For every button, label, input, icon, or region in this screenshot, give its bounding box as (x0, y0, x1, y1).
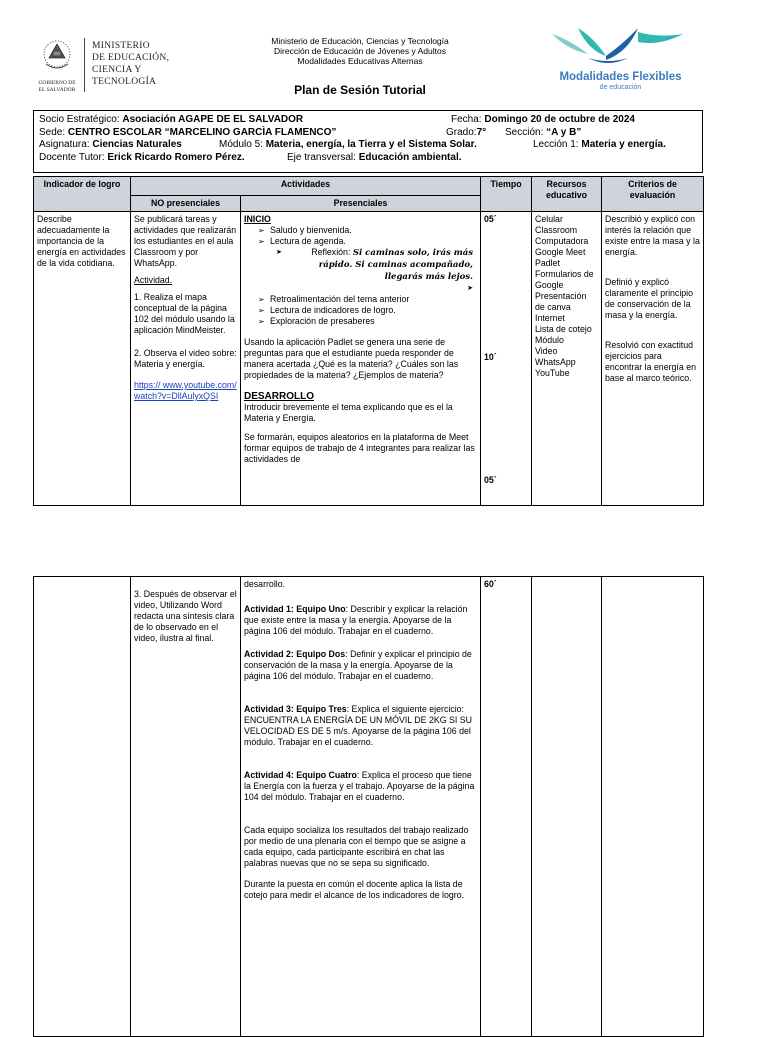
fecha-label: Fecha: (451, 114, 485, 125)
fecha-field (451, 114, 635, 127)
desarrollo-continued: desarrollo. (244, 579, 286, 589)
recurso-item: Celular (535, 214, 563, 224)
grado-value: 7° (476, 126, 487, 138)
arrow-bullet-icon: ➢ (258, 317, 265, 326)
arrow-small-icon: ➤ (467, 285, 474, 292)
modulo-label: Módulo 5: (219, 139, 266, 150)
actividad-item-2: 2. Observa el video sobre: Materia y energía. (134, 348, 237, 369)
leccion-label: Lección 1: (533, 139, 582, 150)
sede-field (39, 127, 336, 140)
socio-field (39, 114, 303, 127)
criterios-cell (602, 212, 704, 506)
seccion-field (505, 127, 581, 140)
criterio-item: Resolvió con exactitud ejercicios para encontrar la energía en base al marco teórico. (605, 340, 696, 383)
header-line: Ministerio de Educación, Ciencias y Tecnología (271, 36, 449, 46)
eje-field (287, 152, 462, 165)
plenaria-text: Cada equipo socializa los resultados del trabajo realizado por medio de una plenaria con el tiempo que se asigne a cada equipo, cada participante escribirá en chat las palabras nuevas que no se sepa su significado. (244, 825, 469, 868)
tiempo-actividades: 60´ (484, 579, 497, 589)
cotejo-text: Durante la puesta en común el docente aplica la lista de cotejo para medir el alcance de los indicadores de logro. (244, 879, 465, 900)
asignatura-value: Ciencias Naturales (92, 139, 182, 150)
leccion-value: Materia y energía. (581, 139, 666, 150)
recurso-item: Classroom (535, 225, 578, 235)
no-presenciales-cell (131, 212, 241, 506)
docente-field (39, 152, 245, 165)
header-presenciales: Presenciales (241, 196, 481, 212)
presenciales-cell (241, 212, 481, 506)
inicio-list (244, 225, 477, 247)
desarrollo-heading: DESARROLLO (244, 391, 314, 402)
tiempo-inicio: 05´ (484, 214, 497, 224)
actividad-3-label: Actividad 3: Equipo Tres (244, 704, 347, 714)
tiempo-cell (481, 212, 532, 506)
actividad-1-text: : Describir y explicar la relación que existe entre la masa y la energía. Apoyarse de la página 106 del módulo. Trabajar en el cuaderno. (244, 604, 468, 636)
grado-field (446, 127, 486, 140)
list-item (244, 294, 477, 305)
arrow-small-icon: ➤ (276, 249, 282, 256)
fecha-value: Domingo 20 de octubre de 2024 (484, 114, 635, 125)
saludo-text: Saludo y bienvenida. (270, 225, 352, 235)
header-tiempo: Tiempo (481, 177, 532, 212)
indicadores-text: Lectura de indicadores de logro. (270, 305, 396, 315)
recurso-item: Internet (535, 313, 565, 323)
recurso-item: WhatsApp (535, 357, 576, 367)
agenda-text: Lectura de agenda. (270, 236, 346, 246)
reflexion-quote: Si caminas solo, irás más rápido. Si caminas acompañado, llegarás más lejos. (318, 248, 474, 282)
docente-label: Docente Tutor: (39, 151, 108, 163)
inicio-heading: INICIO (244, 214, 271, 224)
arrow-bullet-icon: ➢ (258, 306, 265, 315)
asignatura-label: Asignatura: (39, 139, 93, 150)
recurso-item: Módulo (535, 335, 564, 345)
brand-subtitle: de educación (599, 84, 642, 91)
logo-divider (84, 38, 85, 92)
actividad-item-1: 1. Realiza el mapa conceptual de la página 102 del módulo usando la aplicación MindMeister. (134, 292, 235, 335)
modulo-field (219, 139, 477, 152)
youtube-link[interactable]: https:// www.youtube.com/ watch?v=DllAulyxQSI (134, 380, 237, 401)
recurso-item: Video (535, 346, 558, 356)
recursos-cell-continued (532, 577, 602, 1037)
tiempo-presaberes: 10´ (484, 352, 497, 362)
modalidades-flexibles-logo (548, 24, 693, 70)
gobierno-line: GOBIERNO DE (38, 80, 76, 86)
criterio-item: Describió y explicó con interés la relación que existe entre la masa y la energía. (605, 214, 700, 257)
ministry-line: DE EDUCACIÓN, (92, 53, 170, 63)
ministry-header-block (200, 36, 520, 66)
gobierno-line: EL SALVADOR (38, 87, 76, 93)
info-line-docente (39, 152, 697, 165)
reflexion-block (244, 247, 477, 292)
grado-label: Grado: (446, 126, 477, 138)
inicio-list-2 (244, 294, 477, 327)
indicador-cell-continued (34, 577, 131, 1037)
recurso-item: Google Meet (535, 247, 586, 257)
ministry-line: CIENCIA Y (92, 65, 142, 75)
ministry-line: TECNOLOGÍA (92, 77, 157, 87)
actividad-1-label: Actividad 1: Equipo Uno (244, 604, 346, 614)
eje-value: Educación ambiental. (358, 151, 462, 163)
info-line-socio (39, 114, 697, 127)
brand-name: Modalidades Flexibles (559, 71, 682, 83)
actividad-3-text: : Explica el siguiente ejercicio: ENCUENTRA LA ENERGÍA DE UN MÓVIL DE 2KG SI SU VELOCIDAD ES DE 5 m/s. Apoyarse de la página 106 del módulo. Trabajar en el cuaderno. (244, 704, 472, 747)
retro-text: Retroalimentación del tema anterior (270, 294, 410, 304)
arrow-bullet-icon: ➢ (258, 237, 265, 246)
recurso-item: Lista de cotejo (535, 324, 592, 334)
session-plan-table-continued (33, 576, 704, 1037)
actividad-2-label: Actividad 2: Equipo Dos (244, 649, 346, 659)
actividad-label: Actividad. (134, 275, 173, 285)
socio-value: Asociación AGAPE DE EL SALVADOR (122, 114, 304, 125)
eje-label: Eje transversal: (287, 151, 359, 163)
criterios-cell-continued (602, 577, 704, 1037)
ministry-line: MINISTERIO (92, 41, 150, 51)
header-criterios: Criterios de evaluación (602, 177, 704, 212)
list-item (244, 225, 477, 236)
header-no-presenciales: NO presenciales (131, 196, 241, 212)
introducir-text: Introducir brevemente el tema explicando que es el la Materia y Energía. (244, 402, 453, 423)
page-title: Plan de Sesión Tutorial (294, 83, 426, 97)
reflexion-label: Reflexión: (311, 247, 353, 257)
header-line: Dirección de Educación de Jóvenes y Adultos (274, 46, 446, 56)
el-salvador-coat-of-arms-logo (40, 36, 74, 78)
recurso-item: Formularios de Google (535, 269, 594, 290)
recursos-cell (532, 212, 602, 506)
sede-label: Sede: (39, 126, 68, 138)
actividad-4-text: : Explica el proceso que tiene la Energía con la fuerza y el trabajo. Apoyarse de la página 104 del módulo. Trabajar en el cuaderno. (244, 770, 475, 802)
leccion-field (533, 139, 666, 152)
presaberes-text: Exploración de presaberes (270, 316, 375, 326)
recurso-item: Padlet (535, 258, 560, 268)
seccion-label: Sección: (505, 126, 547, 138)
modulo-value: Materia, energía, la Tierra y el Sistema Solar. (265, 139, 477, 150)
asignatura-field (39, 139, 182, 152)
actividad-2-text: : Definir y explicar el principio de conservación de la masa y la energía. Apoyarse de la página 106 del módulo. Trabajar en el cuaderno. (244, 649, 472, 681)
session-plan-table (33, 176, 704, 506)
arrow-bullet-icon: ➢ (258, 226, 265, 235)
equipos-text: Se formarán, equipos aleatorios en la plataforma de Meet formar equipos de trabajo de 4 integrantes para realizar las actividades de (244, 432, 475, 464)
no-presenciales-intro: Se publicará tareas y actividades que realizarán los estudiantes en el aula Classroom y por WhatsApp. (134, 214, 237, 268)
actividad-item-3: 3. Después de observar el video, Utilizando Word redacta una síntesis clara de lo observado en el video, ilustra al final. (134, 589, 237, 643)
docente-value: Erick Ricardo Romero Pérez. (107, 151, 245, 163)
presenciales-cell-continued (241, 577, 481, 1037)
list-item (244, 305, 477, 316)
recurso-item: Presentación de canva (535, 291, 587, 312)
header-recursos: Recursos educativo (532, 177, 602, 212)
session-info-box (33, 110, 703, 173)
no-presenciales-cell-continued (131, 577, 241, 1037)
header-line: Modalidades Educativas Alternas (297, 56, 423, 66)
recurso-item: YouTube (535, 368, 570, 378)
ministry-name (92, 40, 169, 88)
sede-value: CENTRO ESCOLAR “MARCELINO GARCÌA FLAMENCO” (67, 126, 337, 138)
socio-label: Socio Estratégico: (39, 114, 123, 125)
tiempo-desarrollo: 05` (484, 475, 497, 485)
tiempo-cell-continued (481, 577, 532, 1037)
padlet-text: Usando la aplicación Padlet se genera una serie de preguntas para que el estudiante pueda responder de manera acertada ¿Qué es la materia? ¿Cuáles son las propiedades de la materia? ¿Ejemplos de materia? (244, 337, 459, 380)
seccion-value: “A y B” (546, 126, 582, 138)
list-item (244, 236, 477, 247)
info-line-sede (39, 127, 697, 140)
indicador-text: Describe adecuadamente la importancia de la energía en actividades de la vida cotidiana. (37, 214, 126, 268)
gobierno-caption (37, 80, 77, 94)
indicador-cell (34, 212, 131, 506)
criterio-item: Definió y explicó claramente el principio de conservación de la masa y la energía. (605, 277, 694, 320)
info-line-asignatura (39, 139, 697, 152)
arrow-bullet-icon: ➢ (258, 295, 265, 304)
list-item (244, 316, 477, 327)
actividad-4-label: Actividad 4: Equipo Cuatro (244, 770, 357, 780)
header-actividades: Actividades (131, 177, 481, 196)
header-indicador: Indicador de logro (34, 177, 131, 212)
recurso-item: Computadora (535, 236, 589, 246)
